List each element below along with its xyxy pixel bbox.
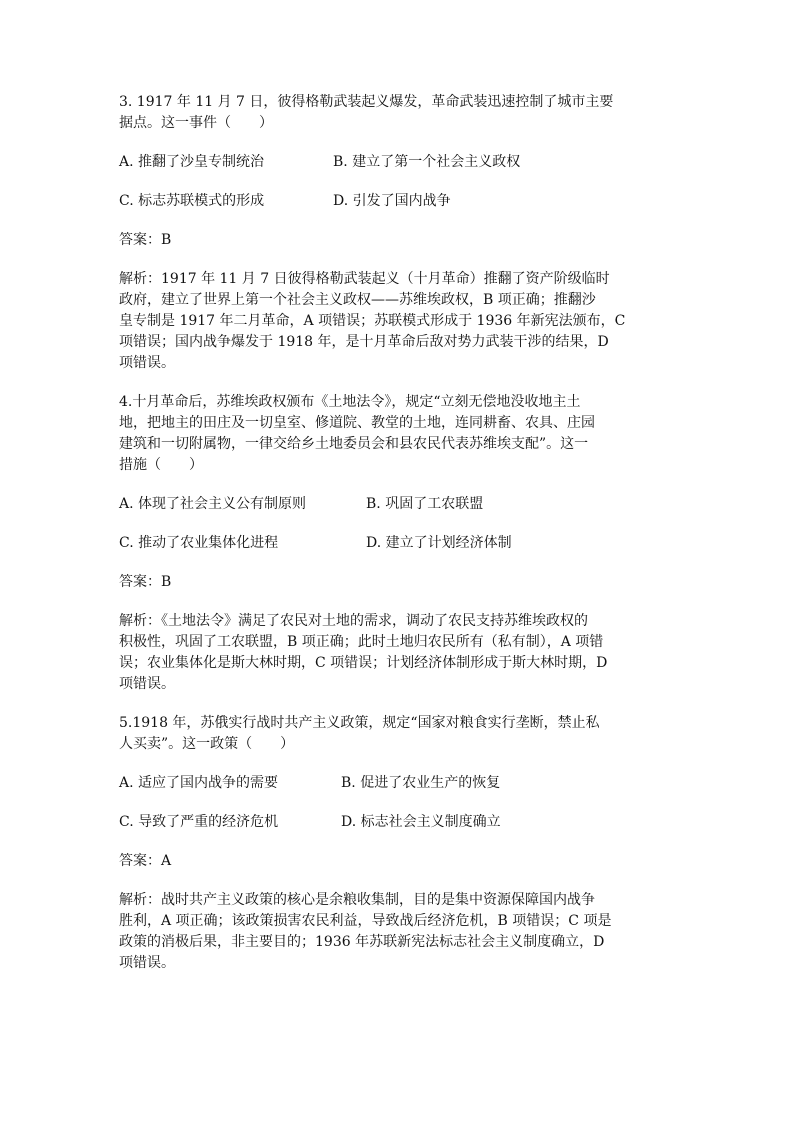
option-a: A. 适应了国内战争的需要 — [119, 775, 279, 791]
document-page — [119, 92, 675, 974]
analysis-line: 解析：《土地法令》满足了农民对土地的需求，调动了农民支持苏维埃政权的 — [119, 613, 588, 629]
options-row — [119, 533, 675, 554]
analysis-line: 解析：战时共产主义政策的核心是余粮收集制，目的是集中资源保障国内战争 — [119, 892, 595, 908]
options-row — [119, 812, 675, 833]
option-b: B. 促进了农业生产的恢复 — [341, 775, 501, 791]
question-stem-line: 5.1918 年，苏俄实行战时共产主义政策，规定“国家对粮食实行垄断，禁止私 — [119, 715, 600, 731]
analysis-line: 项错误。 — [119, 955, 175, 971]
analysis-line: 政策的消极后果，非主要目的；1936 年苏联新宪法标志社会主义制度确立，D — [119, 934, 605, 950]
analysis-line: 误；农业集体化是斯大林时期，C 项错误；计划经济体制形成于斯大林时期，D — [119, 655, 608, 671]
question-stem-line: 3. 1917 年 11 月 7 日，彼得格勒武装起义爆发，革命武装迅速控制了城市主要 — [119, 94, 614, 110]
option-d: D. 标志社会主义制度确立 — [341, 814, 501, 830]
option-c: C. 推动了农业集体化进程 — [119, 535, 279, 551]
options-row — [119, 773, 675, 794]
answer: 答案：A — [119, 853, 172, 869]
question-stem-line: 4.十月革命后，苏维埃政权颁布《土地法令》，规定“立刻无偿地没收地主土 — [119, 394, 581, 410]
question-stem-line: 据点。这一事件（ ） — [119, 115, 273, 131]
option-b: B. 建立了第一个社会主义政权 — [333, 154, 521, 170]
option-a: A. 推翻了沙皇专制统治 — [119, 154, 265, 170]
question-5 — [119, 713, 675, 974]
question-stem-line: 建筑和一切附属物，一律交给乡土地委员会和县农民代表苏维埃支配”。这一 — [119, 436, 589, 452]
option-a: A. 体现了社会主义公有制原则 — [119, 496, 307, 512]
question-3 — [119, 92, 675, 374]
options-row — [119, 152, 675, 173]
answer: 答案：B — [119, 574, 172, 590]
option-d: D. 建立了计划经济体制 — [366, 535, 512, 551]
option-c: C. 标志苏联模式的形成 — [119, 193, 265, 209]
question-stem-line: 措施（ ） — [119, 457, 203, 473]
analysis-line: 积极性，巩固了工农联盟，B 项正确；此时土地归农民所有（私有制），A 项错 — [119, 634, 604, 650]
option-b: B. 巩固了工农联盟 — [366, 496, 484, 512]
analysis-line: 政府，建立了世界上第一个社会主义政权——苏维埃政权，B 项正确；推翻沙 — [119, 292, 596, 308]
options-row — [119, 191, 675, 212]
question-stem-line: 地，把地主的田庄及一切皇室、修道院、教堂的土地，连同耕畜、农具、庄园 — [119, 415, 595, 431]
answer: 答案：B — [119, 232, 172, 248]
analysis-line: 项错误。 — [119, 676, 175, 692]
option-d: D. 引发了国内战争 — [333, 193, 451, 209]
analysis-line: 胜利，A 项正确；该政策损害农民利益，导致战后经济危机，B 项错误；C 项是 — [119, 913, 612, 929]
question-4 — [119, 392, 675, 695]
options-row — [119, 494, 675, 515]
analysis-line: 解析：1917 年 11 月 7 日彼得格勒武装起义（十月革命）推翻了资产阶级临时 — [119, 271, 610, 287]
question-stem-line: 人买卖”。这一政策（ ） — [119, 736, 295, 752]
option-c: C. 导致了严重的经济危机 — [119, 814, 279, 830]
analysis-line: 皇专制是 1917 年二月革命，A 项错误；苏联模式形成于 1936 年新宪法颁布，C — [119, 313, 626, 329]
analysis-line: 项错误。 — [119, 355, 175, 371]
analysis-line: 项错误；国内战争爆发于 1918 年，是十月革命后敌对势力武装干涉的结果，D — [119, 334, 609, 350]
